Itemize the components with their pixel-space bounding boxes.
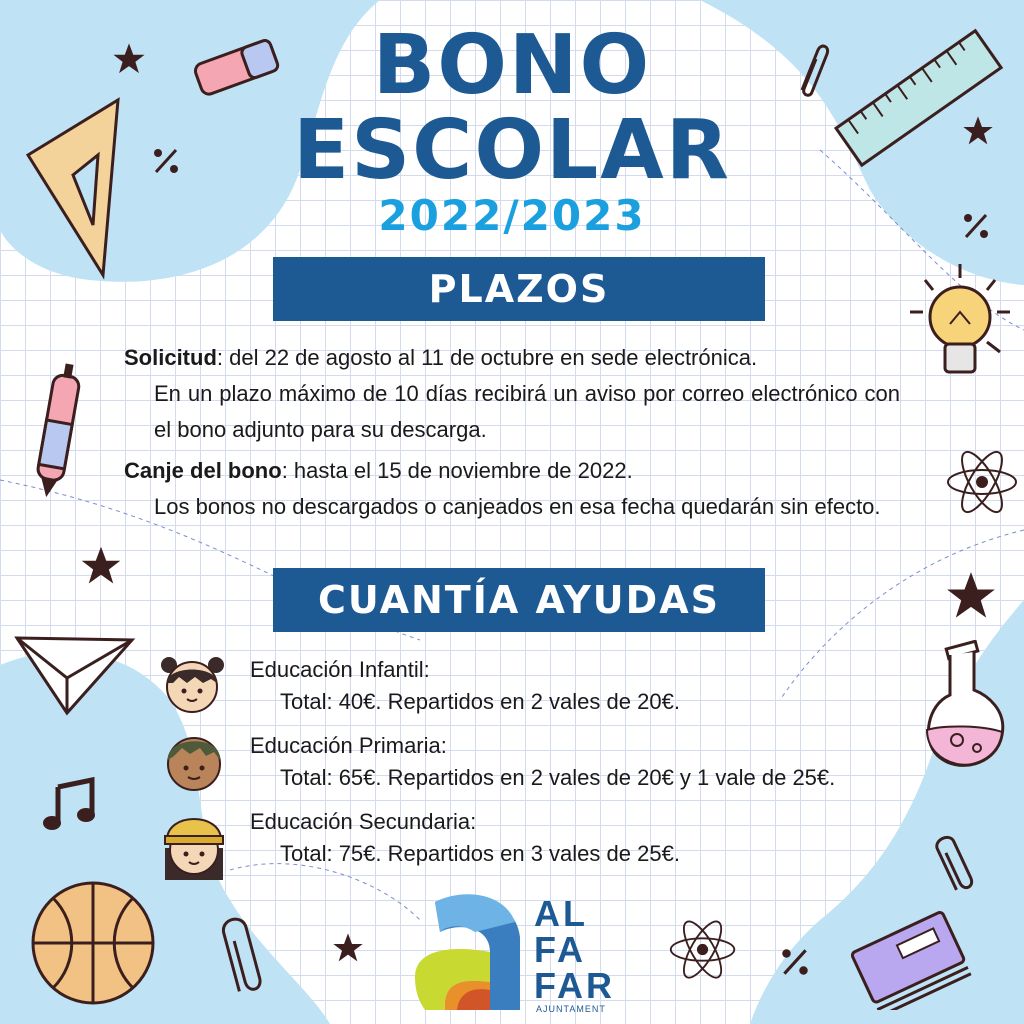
- canje-label: Canje del bono: [124, 458, 282, 483]
- solicitud-label: Solicitud: [124, 345, 217, 370]
- kid-secundaria-icon: [155, 808, 233, 883]
- aid-amount: Total: 40€. Repartidos en 2 vales de 20€.: [280, 689, 680, 714]
- solicitud-block: [124, 340, 900, 448]
- atom-icon: [668, 915, 738, 985]
- paperclip-icon: [218, 910, 263, 1000]
- paper-clip-icon: [935, 828, 975, 898]
- lightbulb-icon: [905, 262, 1015, 387]
- logo-text-3: FAR: [534, 965, 615, 1006]
- logo-text-2: FA: [534, 929, 587, 970]
- percent-icon: [778, 945, 812, 979]
- logo-subtitle: AJUNTAMENT: [536, 1004, 606, 1014]
- canje-detail: Los bonos no descargados o canjeados en esa fecha quedarán sin efecto.: [154, 494, 881, 519]
- kid-infantil-icon: [155, 655, 230, 715]
- aid-amount: Total: 65€. Repartidos en 2 vales de 20€ y 1 vale de 25€.: [280, 765, 836, 790]
- star-icon: [80, 545, 122, 587]
- aid-level: Educación Secundaria:: [250, 809, 477, 834]
- aid-amount: Total: 75€. Repartidos en 3 vales de 25€.: [280, 841, 680, 866]
- pen-icon: [30, 360, 85, 500]
- ayudas-banner: CUANTÍA AYUDAS: [273, 568, 765, 632]
- notebook-icon: [842, 900, 972, 1010]
- canje-block: [124, 453, 900, 525]
- aid-primaria: [250, 730, 930, 794]
- title-line-2: ESCOLAR: [293, 103, 731, 198]
- aid-secundaria: [250, 806, 930, 870]
- music-note-icon: [40, 775, 100, 835]
- aid-level: Educación Primaria:: [250, 733, 447, 758]
- atom-icon: [945, 445, 1020, 520]
- basketball-icon: [28, 878, 158, 1008]
- kid-primaria-icon: [160, 728, 228, 793]
- star-icon: [945, 570, 997, 622]
- aid-infantil: [250, 654, 930, 718]
- aid-level: Educación Infantil:: [250, 657, 430, 682]
- solicitud-text: : del 22 de agosto al 11 de octubre en sede electrónica.: [216, 345, 758, 370]
- solicitud-detail: En un plazo máximo de 10 días recibirá un aviso por correo electrónico con el bono adjunto para su descarga.: [154, 381, 900, 442]
- canje-text: : hasta el 15 de noviembre de 2022.: [281, 458, 633, 483]
- alfafar-logo: [415, 892, 530, 1012]
- title-line-1: BONO: [372, 18, 652, 113]
- paper-plane-icon: [12, 628, 137, 718]
- plazos-banner: PLAZOS: [273, 257, 765, 321]
- star-icon: [332, 932, 364, 964]
- logo-text-1: AL: [534, 893, 588, 934]
- title-year: 2022/2023: [378, 191, 646, 240]
